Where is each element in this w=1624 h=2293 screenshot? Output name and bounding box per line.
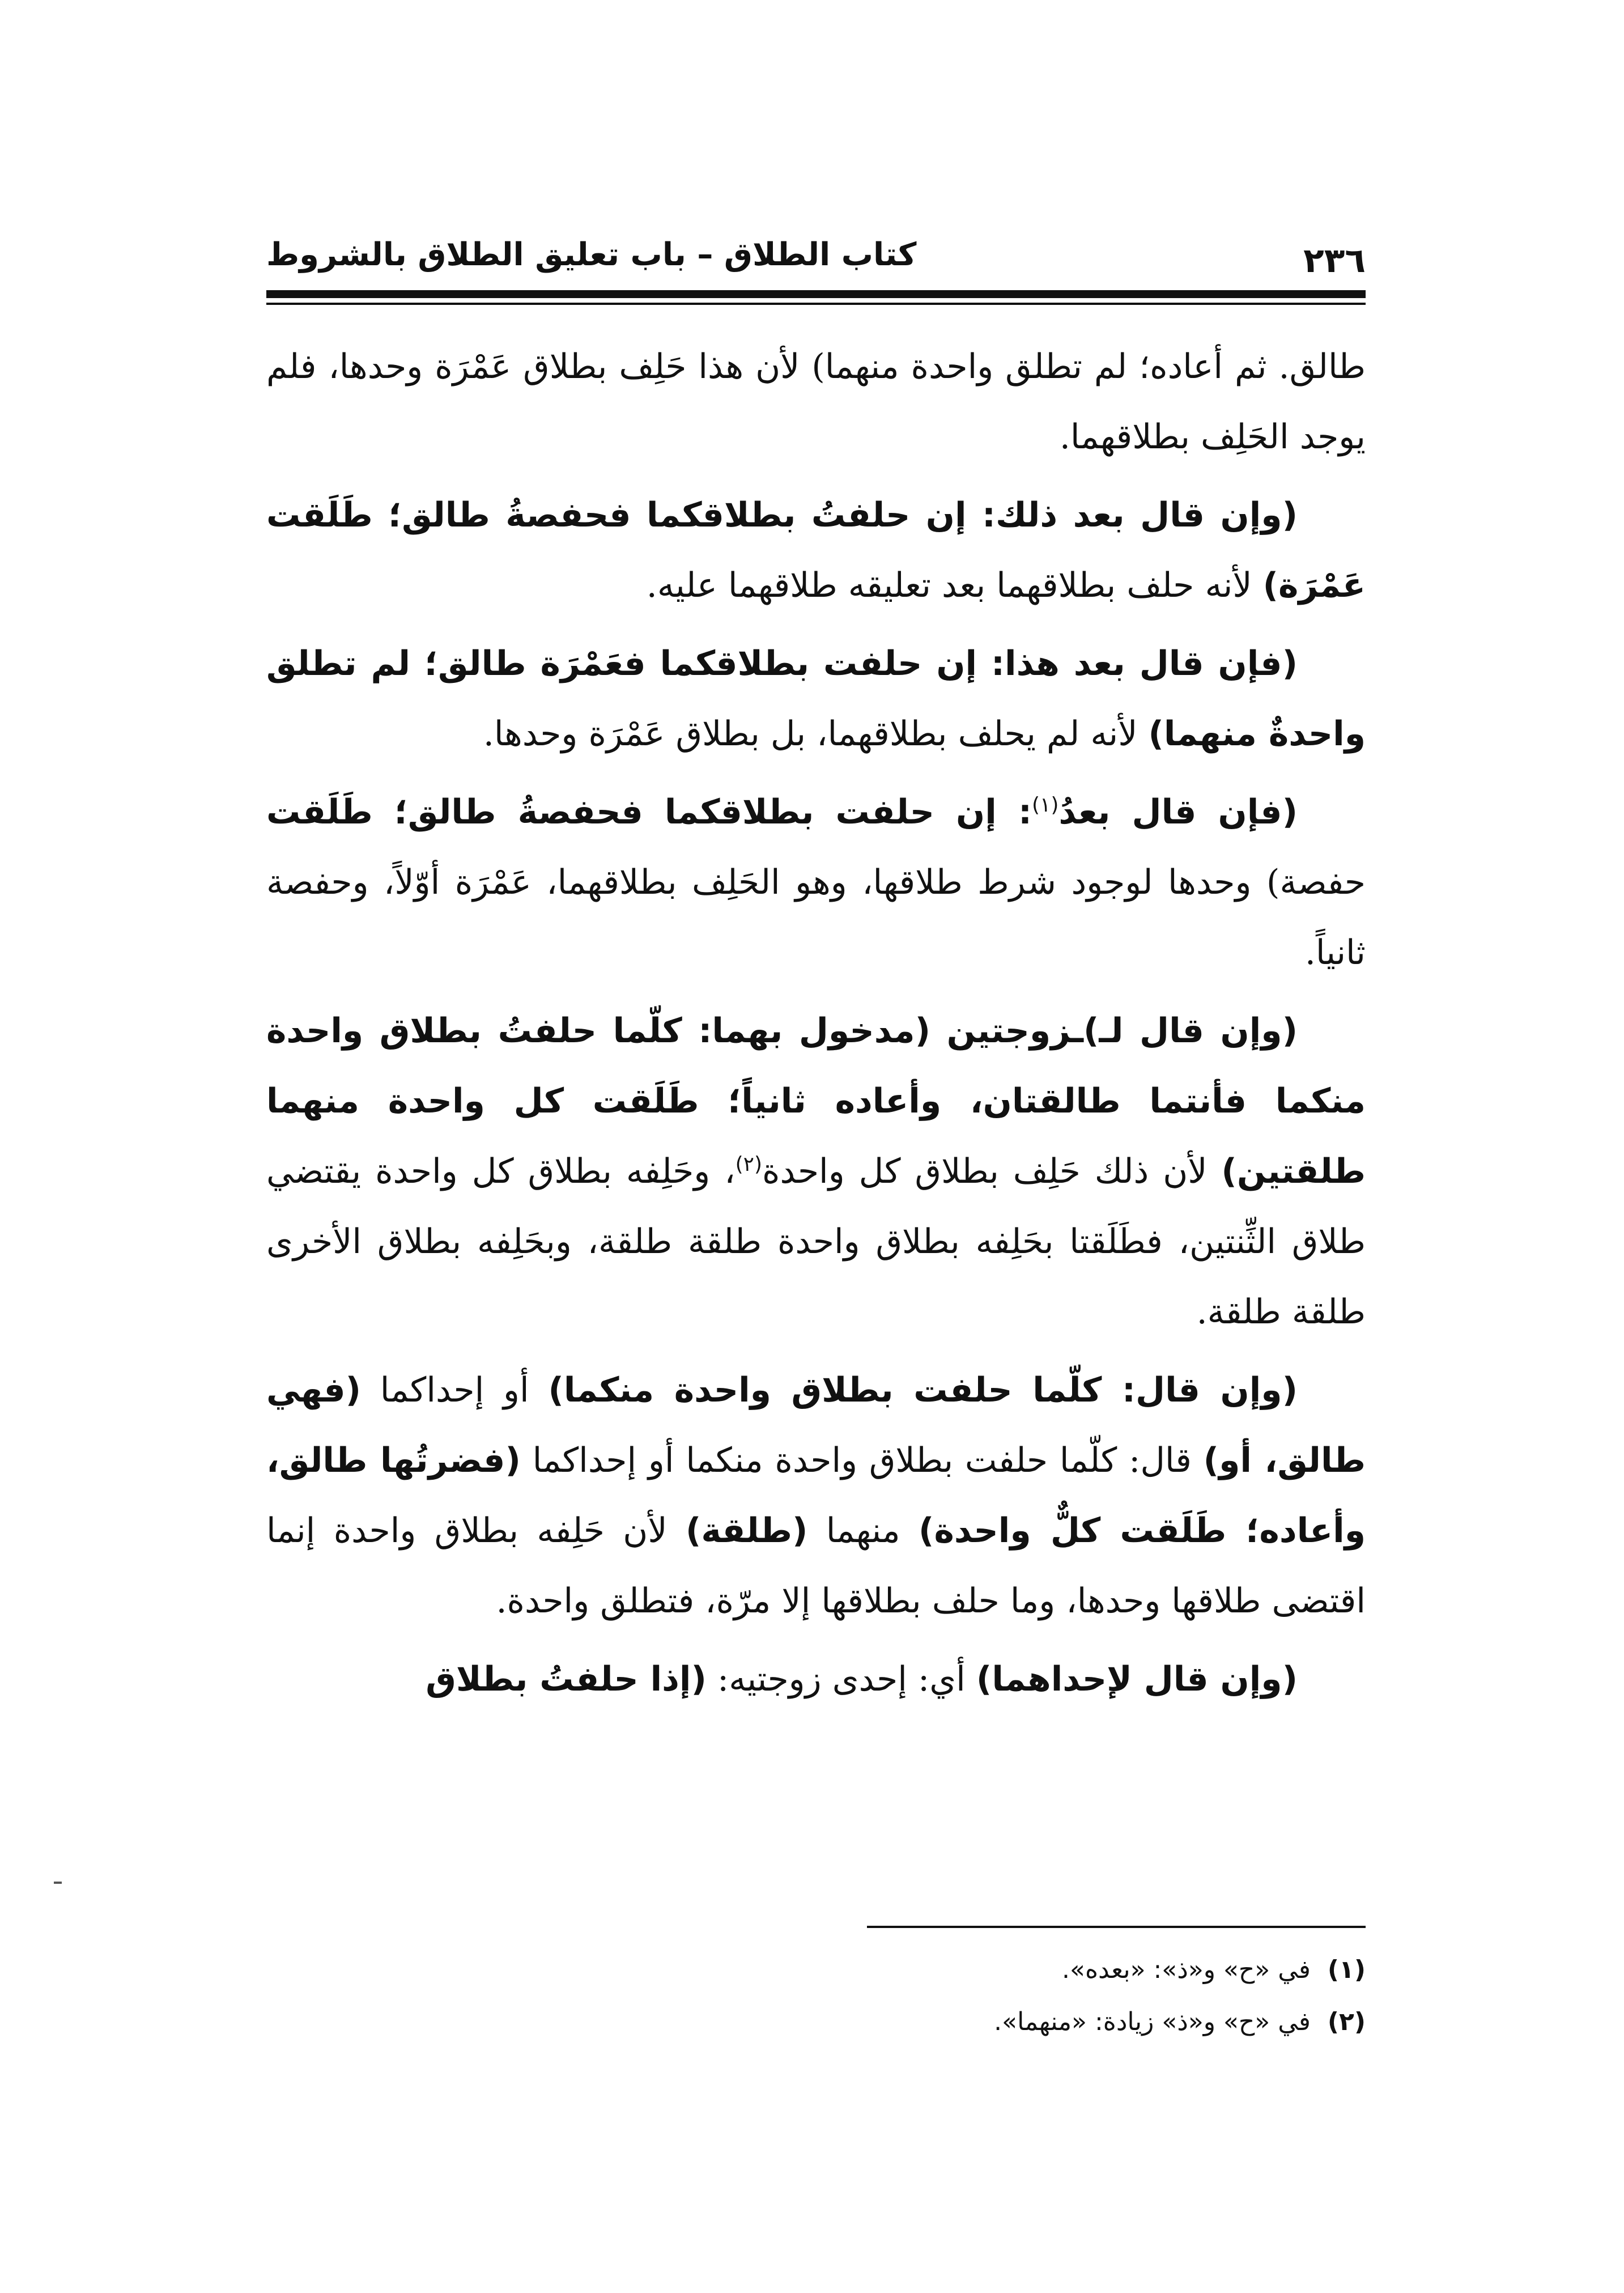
paragraph-5-sharh-a: لأن ذلك حَلِف بطلاق كل واحدة [762, 1152, 1222, 1191]
footnote-2 [266, 1996, 1366, 2048]
scan-speck [54, 1882, 62, 1884]
paragraph-7 [266, 1644, 1366, 1714]
paragraph-6-matn-a: (وإن قال: كلّما حلفت بطلاق واحدة منكما) [548, 1370, 1298, 1410]
footnote-2-number: (٢) [1327, 2007, 1366, 2036]
paragraph-4-sharh: حفصة) وحدها لوجود شرط طلاقها، وهو الحَلِف بطلاقهما، عَمْرَة أوّلاً، وحفصة ثانياً. [266, 863, 1366, 973]
paragraph-2 [266, 480, 1366, 621]
footnote-2-text: في «ح» و«ذ» زيادة: «منهما». [994, 2007, 1311, 2036]
running-title: كتاب الطلاق – باب تعليق الطلاق بالشروط [266, 236, 917, 273]
page-number: ٢٣٦ [1303, 241, 1366, 281]
paragraph-7-matn-a: (وإن قال لإحداهما) [976, 1659, 1298, 1699]
paragraph-2-sharh: لأنه حلف بطلاقهما بعد تعليقه طلاقهما عليه. [646, 566, 1263, 605]
footnote-separator [867, 1926, 1366, 1928]
footnote-ref-2[interactable]: (٢) [735, 1153, 763, 1176]
paragraph-5-matn: (وإن قال لـ)ـزوجتين (مدخول بهما: كلّما حلفتُ بطلاق واحدة منكما فأنتما طالقتان، وأعاده ثانياً؛ طَلَقت كل واحدة منهما طلقتين) [266, 1011, 1366, 1191]
paragraph-4-matn-b: : إن حلفت بطلاقكما فحفصةُ طالق؛ طَلَقت [266, 792, 1032, 832]
paragraph-3-matn: (فإن قال بعد هذا: إن حلفت بطلاقكما فعَمْرَة طالق؛ لم تطلق واحدةٌ منهما) [266, 644, 1366, 754]
paragraph-5 [266, 996, 1366, 1347]
paragraph-6 [266, 1355, 1366, 1636]
paragraph-6-sharh-b: قال: كلّما حلفت بطلاق واحدة منكما أو إحداكما [520, 1441, 1204, 1480]
paragraph-7-sharh: أي: إحدى زوجتيه: [706, 1659, 976, 1699]
header-rule-thin [266, 303, 1366, 305]
header-rule-thick [266, 290, 1366, 298]
paragraph-6-sharh-a: أو إحداكما [361, 1370, 549, 1410]
footnote-ref-1[interactable]: (١) [1031, 793, 1059, 817]
paragraph-4-matn-a: (فإن قال بعدُ [1058, 792, 1298, 832]
page-header [266, 227, 1366, 283]
paragraph-4 [266, 777, 1366, 988]
paragraph-7-matn-b: (إذا حلفتُ بطلاق [426, 1659, 707, 1699]
paragraph-6-sharh-d: لأن حَلِفه بطلاق واحدة إنما اقتضى طلاقها وحدها، وما حلف بطلاقها إلا مرّة، فتطلق واحدة. [266, 1511, 1366, 1621]
footnote-1 [266, 1944, 1366, 1996]
paragraph-2-matn: (وإن قال بعد ذلك: إن حلفتُ بطلاقكما فحفصةُ طالق؛ طَلَقت عَمْرَة) [266, 495, 1366, 605]
paragraph-3-sharh: لأنه لم يحلف بطلاقهما، بل بطلاق عَمْرَة وحدها. [483, 714, 1149, 754]
paragraph-6-sharh-c: منهما [807, 1511, 919, 1551]
paragraph-1-text: طالق. ثم أعاده؛ لم تطلق واحدة منهما) لأن هذا حَلِف بطلاق عَمْرَة وحدها، فلم يوجد الحَلِف بطلاقهما. [266, 347, 1366, 457]
footnote-1-text: في «ح» و«ذ»: «بعده». [1062, 1955, 1311, 1984]
paragraph-6-matn-d: (طلقة) [685, 1511, 808, 1551]
footnotes [266, 1944, 1366, 2048]
paragraph-3 [266, 629, 1366, 769]
paragraph-6-matn-c: (فضرتُها طالق، وأعاده؛ طَلَقت كلٌّ واحدة) [266, 1441, 1366, 1551]
paragraph-5-sharh-b: ، وحَلِفه بطلاق كل واحدة يقتضي طلاق الثِّنتين، فطَلَقتا بحَلِفه بطلاق واحدة طلقة طلقة، وبحَلِفه بطلاق الأخرى طلقة طلقة. [266, 1152, 1366, 1332]
footnote-1-number: (١) [1327, 1955, 1366, 1984]
main-text [266, 332, 1366, 1722]
paragraph-1 [266, 332, 1366, 472]
paragraph-6-matn-b: (فهي طالق، أو) [266, 1370, 1366, 1480]
